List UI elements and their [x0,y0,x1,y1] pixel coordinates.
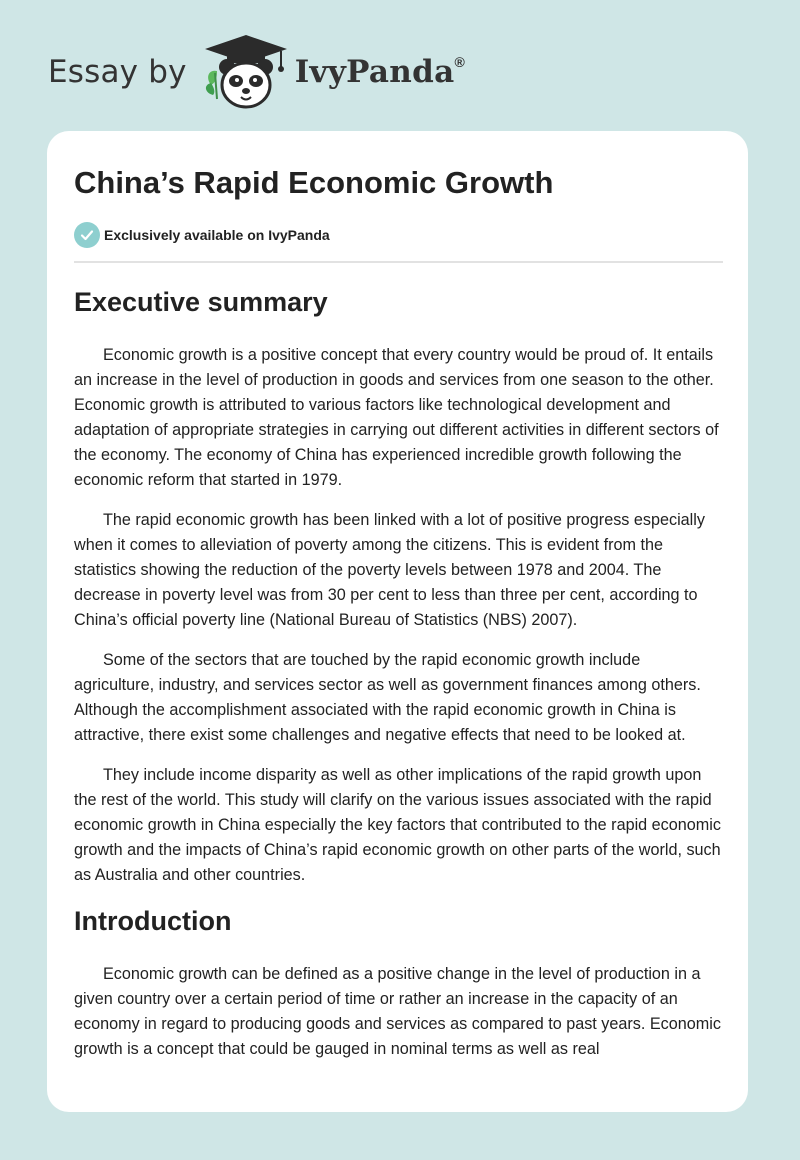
essay-body [74,281,723,1062]
paragraph: They include income disparity as well as other implications of the rapid growth upon the rest of the world. This study will clarify on the various issues associated with the rapid economic growth in China especially the key factors that contributed to the rapid economic growth and the impacts of China’s rapid economic growth on other parts of the world, such as Australia and other countries. [74,766,721,884]
section-heading-executive-summary: Executive summary [74,287,328,317]
paragraph: Economic growth is a positive concept that every country would be proud of. It entails an increase in the level of production in goods and services from one season to the other. Economic growth is attributed to various factors like technological development and adaptation of appropriate strategies in carrying out different activities in different sectors of the economy. The economy of China has experienced incredible growth following the economic reform that started in 1979. [74,346,719,489]
site-header [48,32,465,112]
availability-badge [74,222,330,248]
paragraph: Economic growth can be defined as a positive change in the level of production in a given country over a certain period of time or rather an increase in the capacity of an economy in regard to producing goods and services as compared to past years. Economic growth is a concept that could be gauged in nominal terms as well as real [74,965,721,1058]
section-heading-introduction: Introduction [74,906,232,936]
essay-by-label: Essay by [48,54,187,90]
paragraph: Some of the sectors that are touched by the rapid economic growth include agriculture, industry, and services sector as well as government finances among others. Although the accomplishment associated with the rapid economic growth in China is attractive, there exist some challenges and negative effects that need to be looked at. [74,651,701,744]
paragraph: The rapid economic growth has been linked with a lot of positive progress especially when it comes to alleviation of poverty among the citizens. This is evident from the statistics showing the reduction of the poverty levels between 1978 and 2004. The decrease in poverty level was from 30 per cent to less than three per cent, according to China’s official poverty line (National Bureau of Statistics (NBS) 2007). [74,511,705,629]
divider [74,261,723,263]
badge-text: Exclusively available on IvyPanda [104,227,330,243]
check-circle-icon [74,222,100,248]
registered-mark: ® [454,53,466,70]
essay-card [47,131,748,1112]
brand-name[interactable]: IvyPanda® [294,53,466,90]
page-title: China’s Rapid Economic Growth [74,165,554,200]
panda-graduate-icon[interactable] [203,33,289,111]
